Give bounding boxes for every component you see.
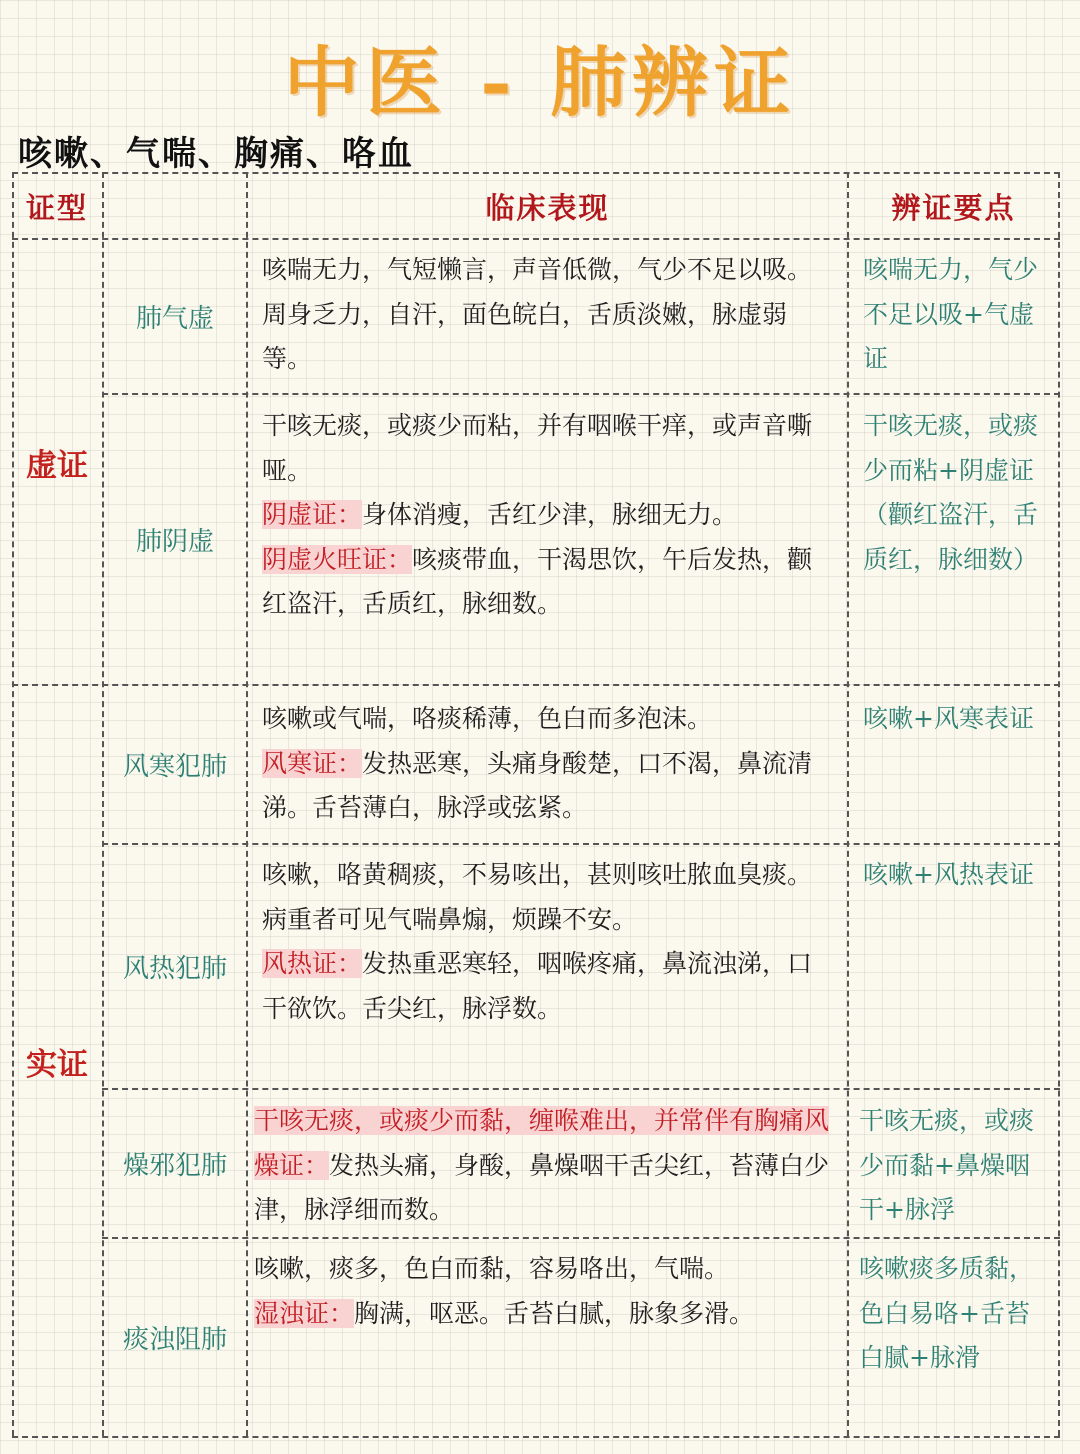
highlight-dryness: 干咳无痰，或痰少而黏，缠喉难出，并常伴有胸痛风燥证：: [254, 1106, 830, 1180]
row-type-dryness: 燥邪犯肺: [122, 1151, 227, 1181]
row-desc-phlegm: 咳嗽，痰多，色白而黏，容易咯出，气喘。 湿浊证：胸满，呕恶。舌苔白腻，脉象多滑。: [254, 1254, 755, 1328]
row-desc-wind-cold: 咳嗽或气喘，咯痰稀薄，色白而多泡沫。 风寒证：发热恶寒，头痛身酸楚，口不渴，鼻流清涕。舌苔薄白，脉浮或弦紧。: [262, 704, 813, 822]
highlight-wind-cold: 风寒证：: [262, 748, 363, 778]
row-type-lung-yin-deficiency: 肺阴虚: [135, 527, 214, 557]
row-type-wind-cold: 风寒犯肺: [122, 752, 227, 782]
page-subtitle: 咳嗽、气喘、胸痛、咯血: [18, 134, 414, 174]
row-type-phlegm: 痰浊阻肺: [122, 1325, 227, 1355]
page-title: 中医 - 肺辨证: [283, 38, 797, 127]
highlight-yin-deficiency-fire: 阴虚火旺证：: [262, 544, 413, 574]
category-deficiency: 虚证: [26, 447, 88, 484]
category-excess: 实证: [26, 1046, 88, 1083]
header-keypoints: 辨证要点: [891, 190, 1016, 225]
row-desc-wind-heat: 咳嗽，咯黄稠痰，不易咳出，甚则咳吐脓血臭痰。病重者可见气喘鼻煽，烦躁不安。 风热证：发热重恶寒轻，咽喉疼痛，鼻流浊涕，口干欲饮。舌尖红，脉浮数。: [262, 860, 813, 1023]
row-key-dryness: 干咳无痰，或痰少而黏+鼻燥咽干+脉浮: [859, 1106, 1035, 1224]
header-clinical: 临床表现: [485, 190, 610, 225]
row-desc-lung-yin-deficiency: 干咳无痰，或痰少而粘，并有咽喉干痒，或声音嘶哑。 阴虚证：身体消瘦，舌红少津，脉细无力。 阴虚火旺证：咳痰带血，干渴思饮，午后发热，颧红盗汗，舌质红，脉细数。: [262, 411, 813, 618]
row-type-lung-qi-deficiency: 肺气虚: [135, 304, 214, 334]
highlight-wind-heat: 风热证：: [262, 949, 363, 978]
highlight-phlegm: 湿浊证：: [254, 1298, 355, 1328]
row-key-wind-heat: 咳嗽+风热表证: [863, 860, 1034, 889]
header-type: 证型: [25, 190, 88, 225]
row-key-lung-yin-deficiency: 干咳无痰，或痰少而粘+阴虚证（颧红盗汗，舌质红，脉细数）: [863, 411, 1039, 574]
row-desc-lung-qi-deficiency: 咳喘无力，气短懒言，声音低微，气少不足以吸。周身乏力，自汗，面色皖白，舌质淡嫩，脉虚弱等。: [262, 255, 813, 373]
row-key-wind-cold: 咳嗽+风寒表证: [863, 704, 1034, 733]
highlight-yin-deficiency: 阴虚证：: [262, 500, 363, 529]
row-key-lung-qi-deficiency: 咳喘无力，气少不足以吸+气虚证: [863, 255, 1039, 373]
row-type-wind-heat: 风热犯肺: [122, 954, 227, 984]
row-desc-dryness: 干咳无痰，或痰少而黏，缠喉难出，并常伴有胸痛风燥证：发热头痛，身酸，鼻燥咽干舌尖红，苔薄白少津，脉浮细而数。: [254, 1106, 830, 1224]
row-key-phlegm: 咳嗽痰多质黏，色白易咯+舌苔白腻+脉滑: [859, 1254, 1035, 1372]
